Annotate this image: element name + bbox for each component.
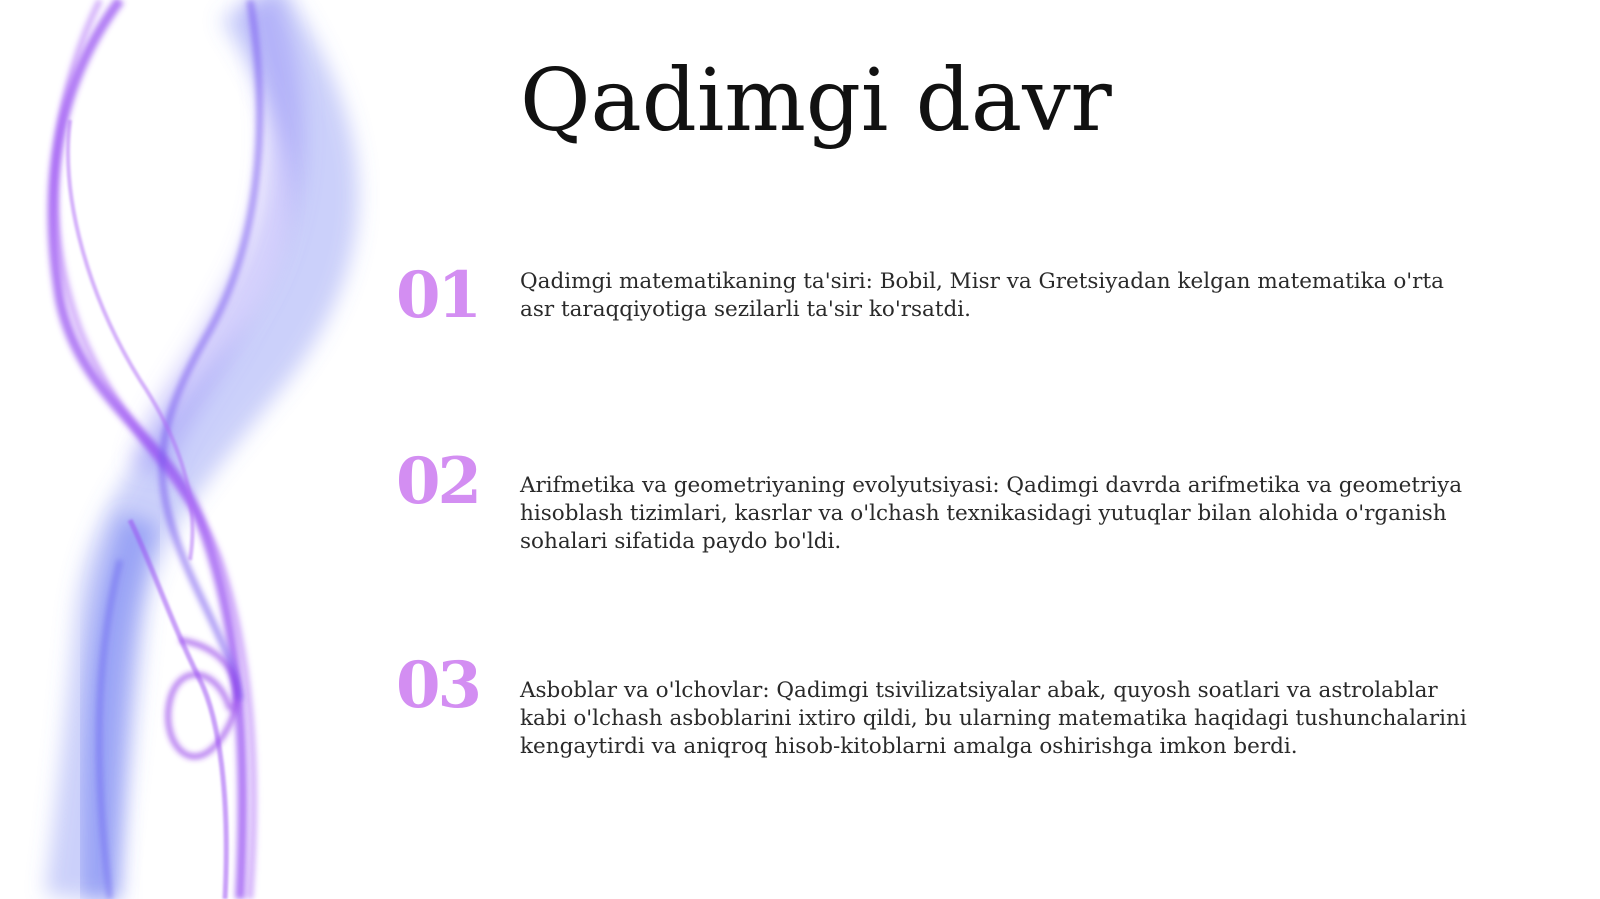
item-number: 01 [396, 258, 480, 333]
purple-smoke-decoration [0, 0, 380, 899]
item-text: Qadimgi matematikaning ta'siri: Bobil, Misr va Gretsiyadan kelgan matematika o'rta asr taraqqiyotiga sezilarli ta'sir ko'rsatdi. [520, 269, 1444, 322]
slide-title: Qadimgi davr [520, 51, 1112, 151]
item-text: Asboblar va o'lchovlar: Qadimgi tsivilizatsiyalar abak, quyosh soatlari va astrolablar kabi o'lchash asboblarini ixtiro qildi, bu ularning matematika haqidagi tushunchalarini kengaytirdi va aniqroq hisob-kitoblarni amalga oshirishga imkon berdi. [520, 678, 1467, 759]
item-number: 03 [396, 648, 480, 723]
item-number: 02 [396, 444, 480, 519]
item-text: Arifmetika va geometriyaning evolyutsiyasi: Qadimgi davrda arifmetika va geometriya hisoblash tizimlari, kasrlar va o'lchash texnikasidagi yutuqlar bilan alohida o'rganish sohalari sifatida paydo bo'ldi. [520, 473, 1463, 554]
